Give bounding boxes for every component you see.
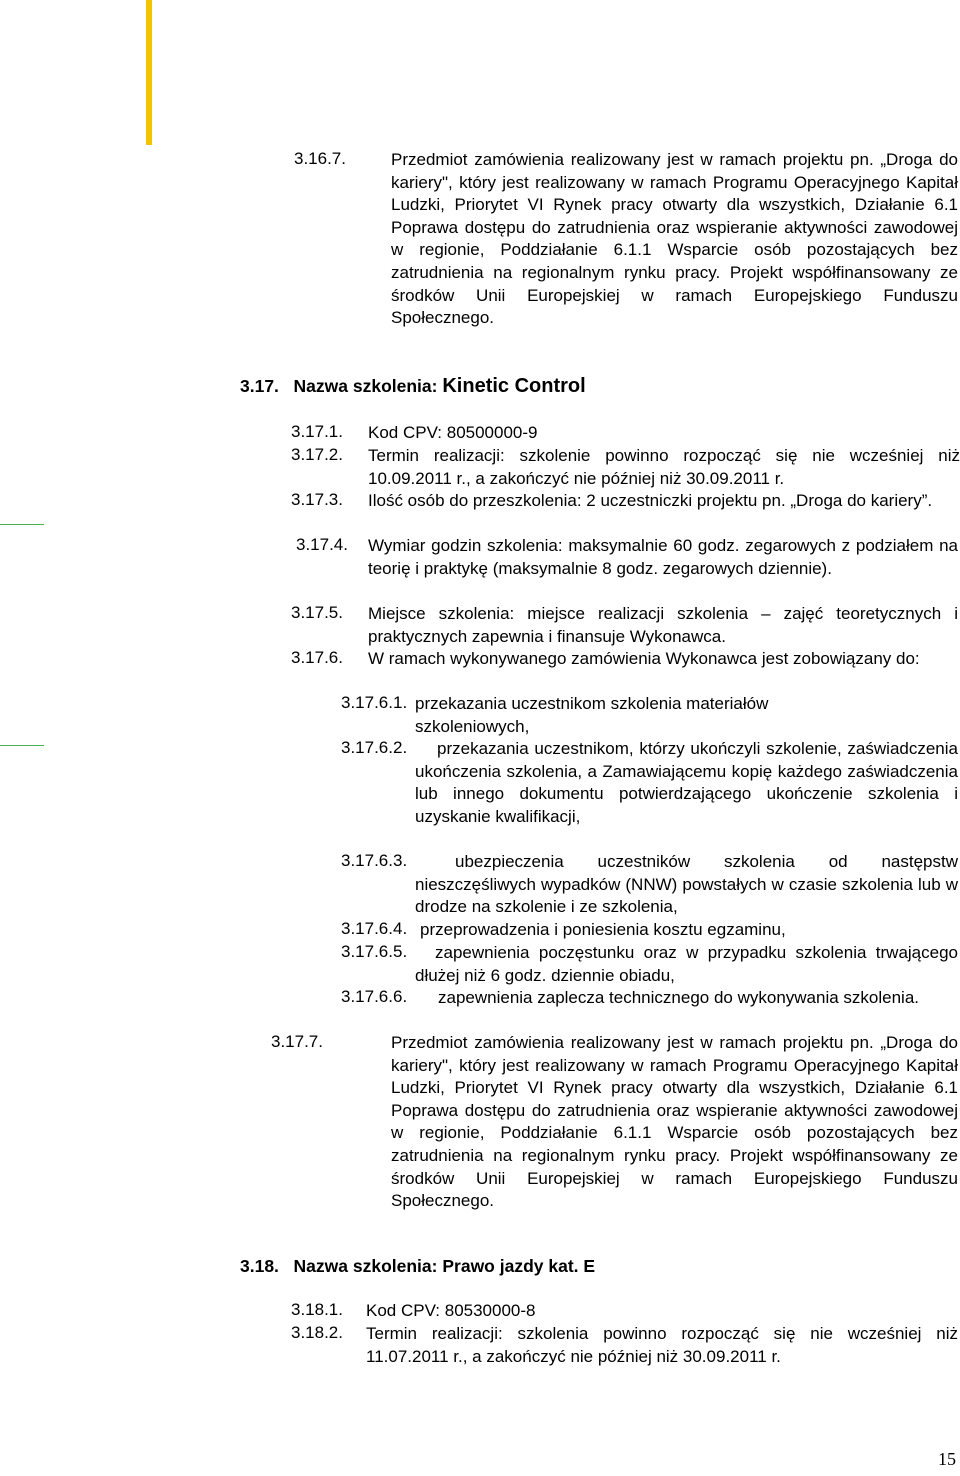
item-text: Wymiar godzin szkolenia: maksymalnie 60 godz. zegarowych z podziałem na teorię i praktykę (maksymalnie 8 godz. zegarowych dziennie).: [368, 536, 958, 578]
item-text: Miejsce szkolenia: miejsce realizacji szkolenia – zajęć teoretycznych i praktycznych zapewnia i finansuje Wykonawca.: [368, 604, 958, 646]
item-number: 3.17.1.: [291, 422, 343, 441]
subitem-number: 3.17.6.1.: [341, 693, 408, 712]
item-number: 3.17.3.: [291, 490, 343, 509]
item-text: Termin realizacji: szkolenie powinno rozpocząć się nie wcześniej niż 10.09.2011 r., a zakończyć nie później niż 30.09.2011 r.: [368, 446, 960, 488]
subitem-number: 3.17.6.2.: [341, 738, 408, 757]
subitem-text: zapewnienia poczęstunku oraz w przypadku szkolenia trwającego dłużej niż 6 godz. dziennie obiadu,: [415, 943, 958, 985]
page-number: 15: [938, 1449, 956, 1469]
section-heading-3-17: [240, 375, 586, 398]
item-number: 3.17.6.: [291, 648, 343, 667]
item-number: 3.16.7.: [294, 149, 346, 168]
item-number: 3.18.1.: [291, 1300, 343, 1319]
heading-training-name: Prawo jazdy kat. E: [442, 1256, 596, 1276]
item-text: Przedmiot zamówienia realizowany jest w ramach projektu pn. „Droga do kariery", który jest realizowany w ramach Programu Operacyjnego Kapitał Ludzki, Priorytet VI Rynek pracy otwarty dla wszystkich, Działanie 6.1 Poprawa dostępu do zatrudnienia oraz wspieranie aktywności zawodowej w regionie, Poddziałanie 6.1.1 Wsparcie osób pozostających bez zatrudnienia na regionalnym rynku pracy. Projekt współfinansowany ze środków Unii Europejskiej w ramach Europejskiego Funduszu Społecznego.: [391, 150, 958, 328]
subitem-text: przekazania uczestnikom, którzy ukończyli szkolenie, zaświadczenia ukończenia szkolenia, a Zamawiającemu kopię każdego zaświadczenia lub innego dokumentu potwierdzającego ukończenie szkolenia i uzyskanie kwalifikacji,: [415, 739, 958, 826]
heading-label: Nazwa szkolenia:: [293, 1256, 438, 1276]
heading-number: 3.18.: [240, 1256, 279, 1276]
heading-number: 3.17.: [240, 376, 279, 396]
subitem-number: 3.17.6.6.: [341, 987, 408, 1006]
subitem-text: ubezpieczenia uczestników szkolenia od następstw nieszczęśliwych wypadków (NNW) powstałych w czasie szkolenia lub w drodze na szkolenie i ze szkolenia,: [415, 852, 958, 917]
item-number: 3.17.5.: [291, 603, 343, 622]
yellow-margin-bar: [146, 0, 152, 145]
margin-rule-top: [0, 524, 44, 525]
item-text: Przedmiot zamówienia realizowany jest w ramach projektu pn. „Droga do kariery", który jest realizowany w ramach Programu Operacyjnego Kapitał Ludzki, Priorytet VI Rynek pracy otwarty dla wszystkich, Działanie 6.1 Poprawa dostępu do zatrudnienia oraz wspieranie aktywności zawodowej w regionie, Poddziałanie 6.1.1 Wsparcie osób pozostających bez zatrudnienia na regionalnym rynku pracy. Projekt współfinansowany ze środków Unii Europejskiej w ramach Europejskiego Funduszu Społecznego.: [391, 1033, 958, 1211]
heading-training-name: Kinetic Control: [442, 375, 586, 397]
margin-rule-bottom: [0, 745, 44, 746]
item-text: Termin realizacji: szkolenia powinno rozpocząć się nie wcześniej niż 11.07.2011 r., a zakończyć nie później niż 30.09.2011 r.: [366, 1324, 958, 1366]
subitem-text: przeprowadzenia i poniesienia kosztu egzaminu,: [420, 920, 786, 939]
item-number: 3.17.7.: [271, 1032, 323, 1051]
heading-label: Nazwa szkolenia:: [293, 376, 438, 396]
item-text: Ilość osób do przeszkolenia: 2 uczestniczki projektu pn. „Droga do kariery”.: [368, 491, 933, 510]
subitem-number: 3.17.6.5.: [341, 942, 408, 961]
item-text: Kod CPV: 80530000-8: [366, 1301, 536, 1320]
subitem-text: zapewnienia zaplecza technicznego do wykonywania szkolenia.: [438, 988, 920, 1007]
item-text: Kod CPV: 80500000-9: [368, 423, 538, 442]
subitem-number: 3.17.6.3.: [341, 851, 408, 870]
subitem-number: 3.17.6.4.: [341, 919, 408, 938]
item-number: 3.17.2.: [291, 445, 343, 464]
item-number: 3.18.2.: [291, 1323, 343, 1342]
section-heading-3-18: [240, 1256, 595, 1277]
item-text: W ramach wykonywanego zamówienia Wykonawca jest zobowiązany do:: [368, 649, 920, 668]
item-number: 3.17.4.: [296, 535, 348, 554]
subitem-text: przekazania uczestnikom szkolenia materiałów szkoleniowych,: [415, 694, 769, 736]
